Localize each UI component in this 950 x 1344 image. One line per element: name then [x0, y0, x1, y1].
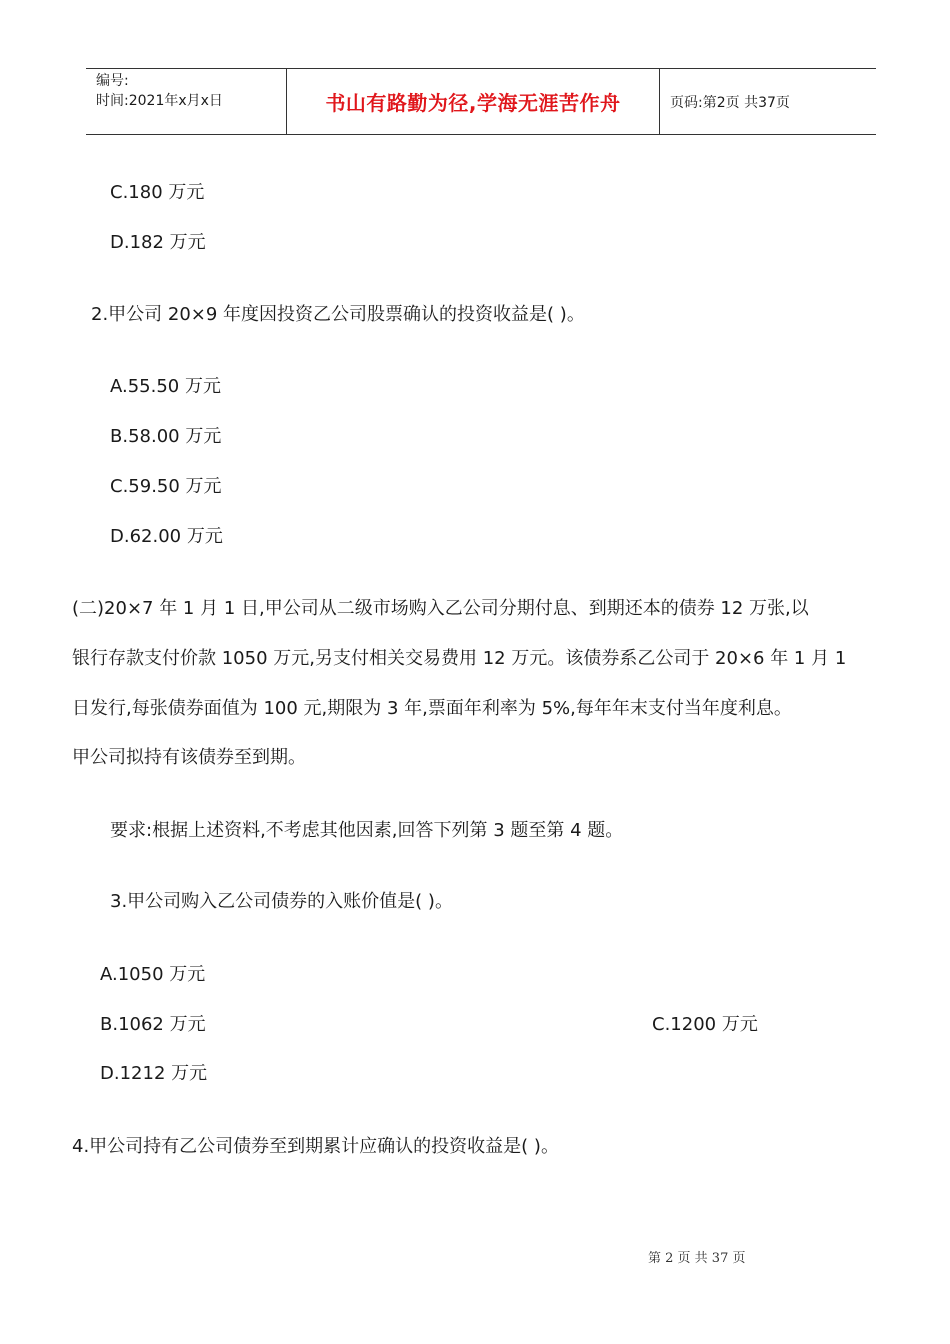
q1-option-d: D.182 万元 [110, 232, 206, 253]
case2-requirement: 要求:根据上述资料,不考虑其他因素,回答下列第 3 题至第 4 题。 [110, 820, 624, 841]
page-header [86, 68, 876, 135]
header-motto: 书山有路勤为径,学海无涯苦作舟 [325, 91, 621, 115]
q2-option-a: A.55.50 万元 [110, 376, 221, 397]
header-page-info-cell [660, 69, 876, 134]
document-time-label: 时间:2021年x月x日 [96, 93, 223, 109]
q2-option-d: D.62.00 万元 [110, 526, 223, 547]
document-number-label: 编号: [96, 73, 129, 89]
case2-line-3: 日发行,每张债券面值为 100 元,期限为 3 年,票面年利率为 5%,每年年末支付当年度利息。 [72, 698, 792, 719]
q3-option-a: A.1050 万元 [100, 964, 206, 985]
header-page-info: 页码:第2页 共37页 [670, 94, 790, 111]
q3-stem: 3.甲公司购入乙公司债券的入账价值是( )。 [110, 891, 453, 912]
page-footer: 第 2 页 共 37 页 [648, 1251, 746, 1266]
case2-line-1: (二)20×7 年 1 月 1 日,甲公司从二级市场购入乙公司分期付息、到期还本的债券 12 万张,以 [72, 598, 809, 619]
q2-stem: 2.甲公司 20×9 年度因投资乙公司股票确认的投资收益是( )。 [91, 304, 585, 325]
case2-line-4: 甲公司拟持有该债券至到期。 [72, 747, 306, 768]
q4-stem: 4.甲公司持有乙公司债券至到期累计应确认的投资收益是( )。 [72, 1136, 559, 1157]
q3-option-b: B.1062 万元 [100, 1014, 206, 1035]
q1-option-c: C.180 万元 [110, 182, 205, 203]
header-motto-cell [287, 69, 660, 134]
q3-option-d: D.1212 万元 [100, 1063, 208, 1084]
header-meta [86, 69, 287, 134]
q2-option-b: B.58.00 万元 [110, 426, 222, 447]
q2-option-c: C.59.50 万元 [110, 476, 222, 497]
q3-option-c: C.1200 万元 [652, 1014, 758, 1035]
case2-line-2: 银行存款支付价款 1050 万元,另支付相关交易费用 12 万元。该债券系乙公司于 20×6 年 1 月 1 [72, 648, 847, 669]
